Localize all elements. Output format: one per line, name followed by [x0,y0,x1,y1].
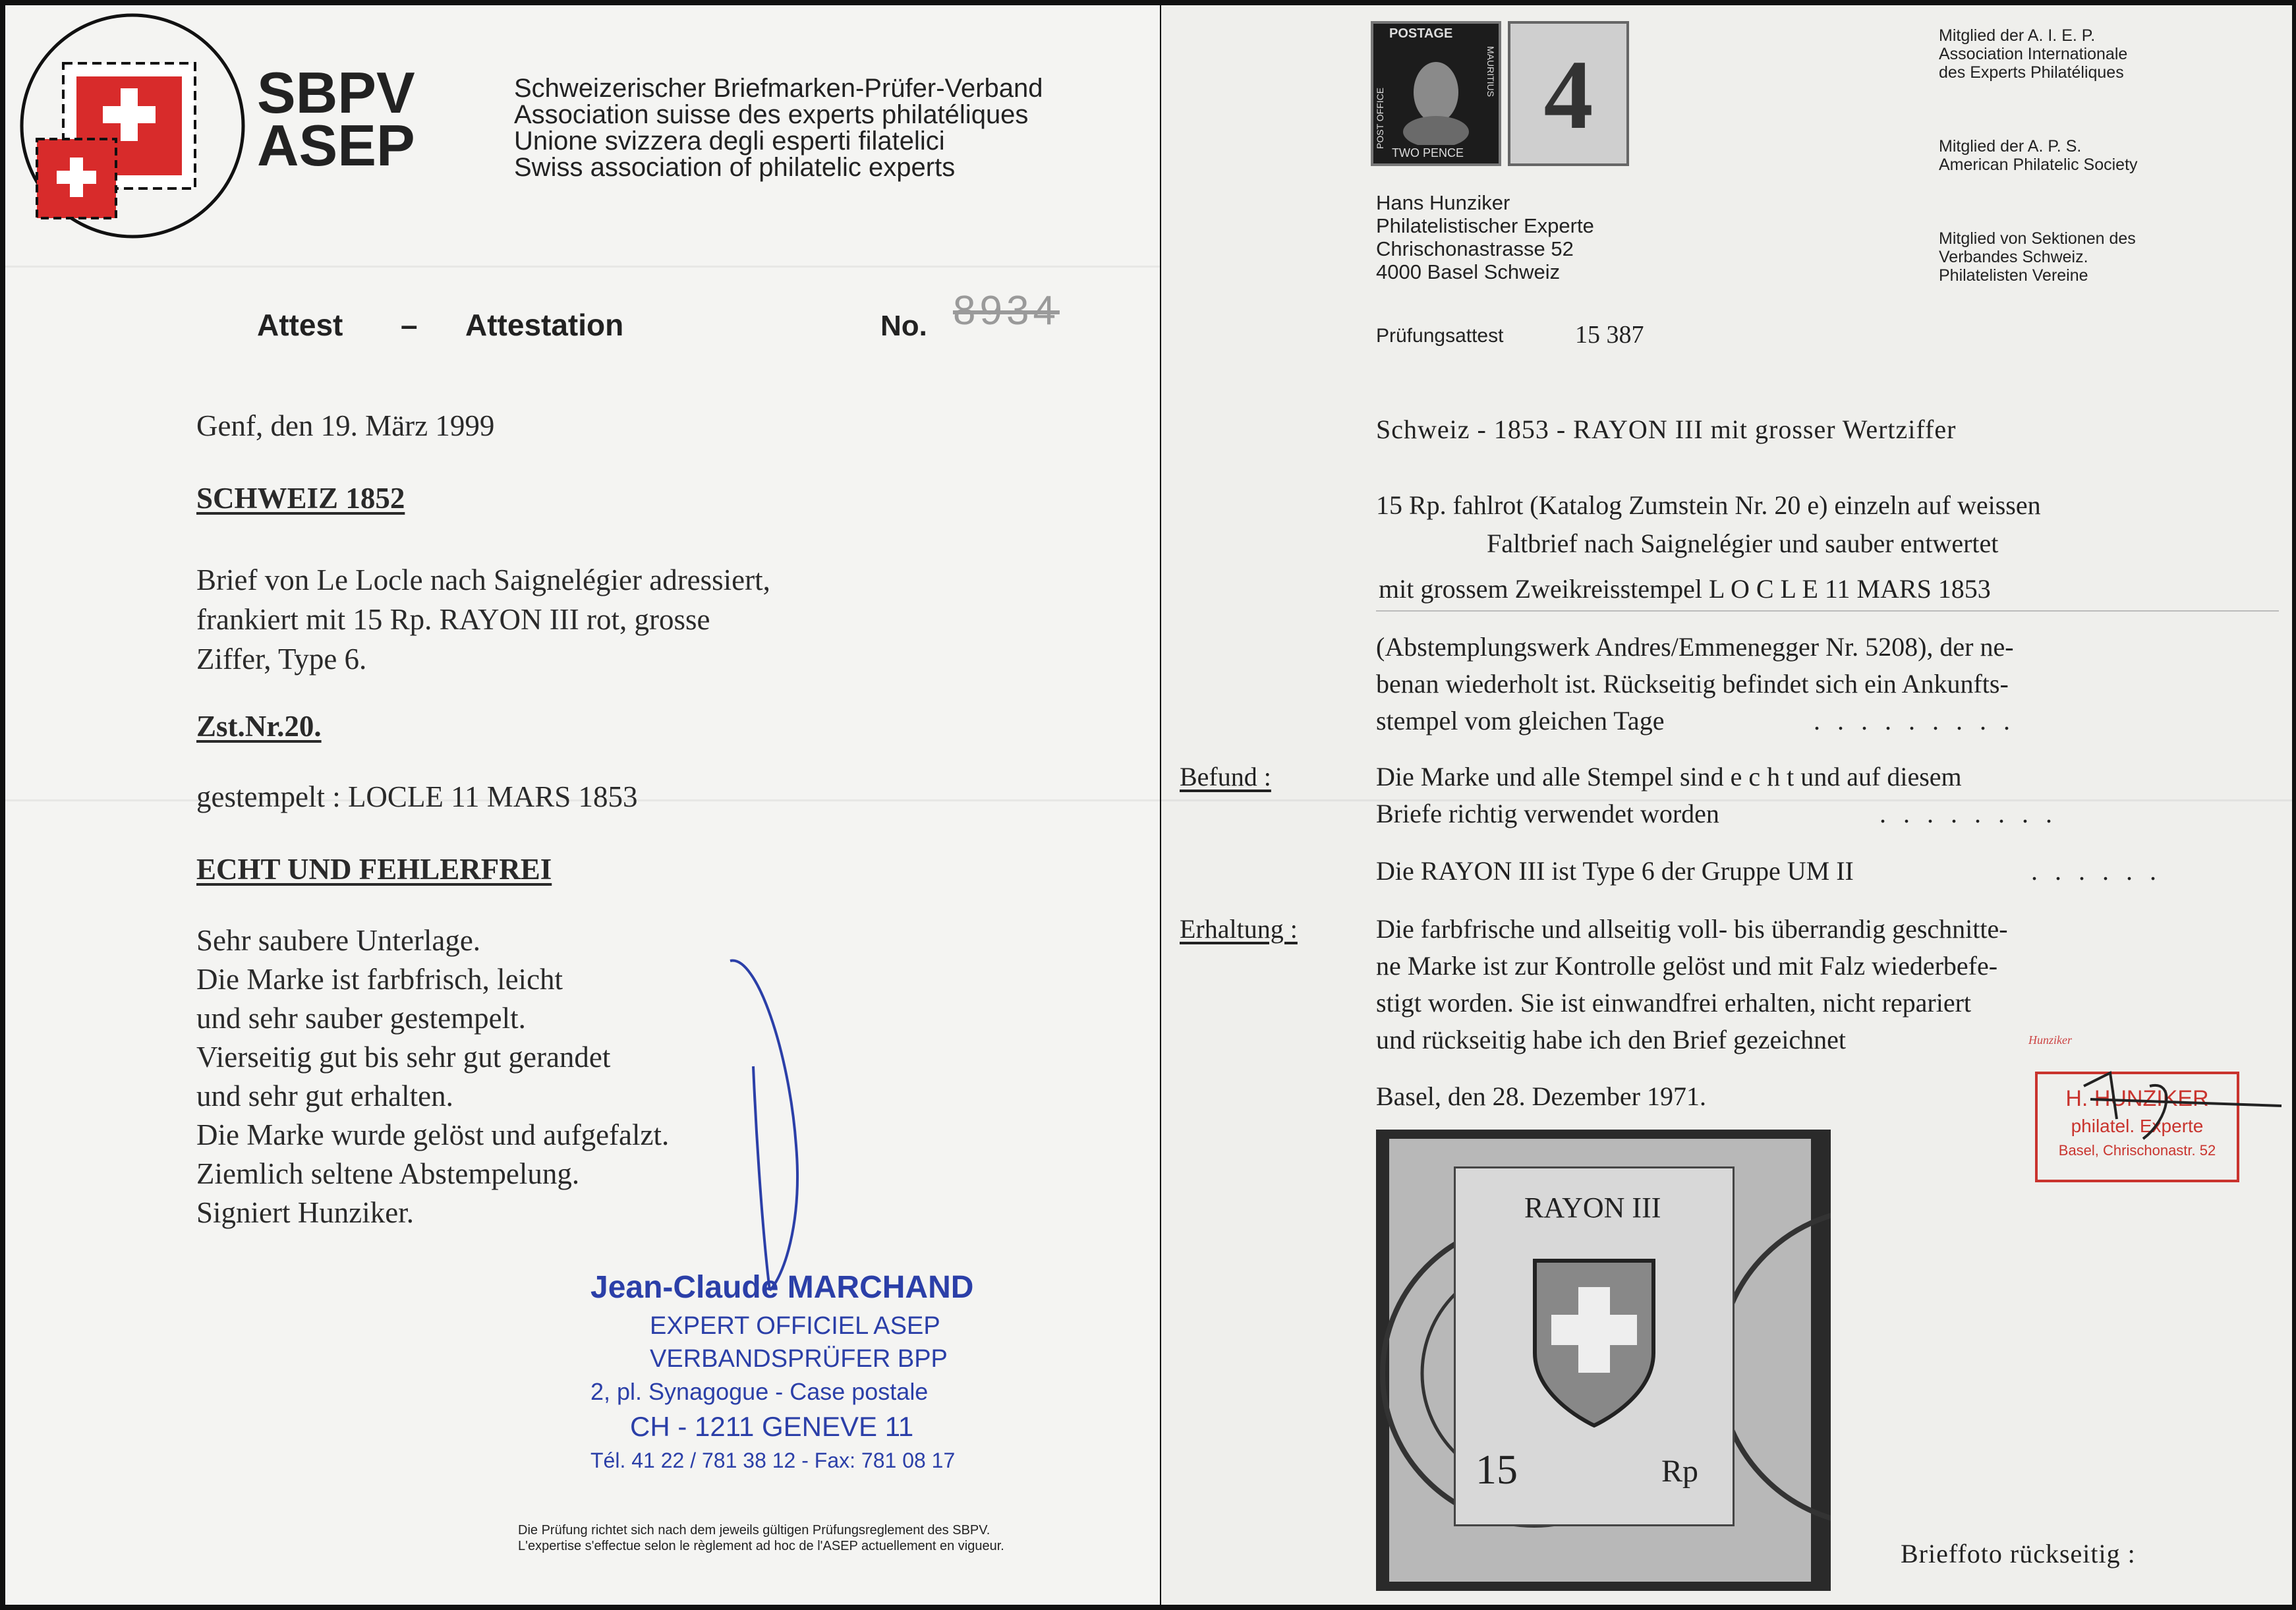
membership-line: American Philatelic Society [1939,156,2138,174]
divider [1376,610,2279,612]
membership-line: Mitglied der A. P. S. [1939,137,2082,156]
issue-date: Genf, den 19. März 1999 [196,409,495,442]
org-name-it: Unione svizzera degli esperti filatelici [514,127,945,156]
fold-line [1161,799,2292,801]
expert-stamp-title: EXPERT OFFICIEL ASEP [650,1312,940,1340]
membership-line: Philatelisten Vereine [1939,266,2088,285]
membership-line: Mitglied von Sektionen des [1939,229,2136,248]
swiss-shield-icon [1522,1248,1667,1432]
cover-photo [1376,1130,1831,1591]
description-line: mit grossem Zweikreisstempel L O C L E 11 MARS 1853 [1379,574,1991,604]
footer-line-fr: L'expertise s'effectue selon le règlement ad hoc de l'ASEP actuellement en vigueur. [518,1539,1004,1553]
dot-leader: ......... [1814,706,2027,735]
catalog-number: Zst.Nr.20. [196,710,322,743]
fold-line [5,266,1160,268]
footer-note [518,1522,1004,1554]
condition-notes [196,921,669,1232]
stamp-unit: Rp [1661,1454,1699,1489]
dot-leader: ...... [2031,856,2173,886]
note-line: und sehr sauber gestempelt. [196,1002,526,1035]
attest-number: 15 387 [1575,321,1644,349]
attest-label: Prüfungsattest [1376,325,1504,347]
back-photo-note: Brieffoto rückseitig : [1901,1539,2136,1568]
expert-stamp-city: CH - 1211 GENEVE 11 [630,1411,914,1442]
cancellation: gestempelt : LOCLE 11 MARS 1853 [196,780,638,813]
erhaltung-line: ne Marke ist zur Kontrolle gelöst und mit Falz wiederbefe- [1376,951,1998,981]
expert-stamp-bpp: VERBANDSPRÜFER BPP [650,1345,948,1373]
logo-abbrev-sbpv: SBPV [257,60,415,125]
certificate-title: Schweiz - 1853 - RAYON III mit grosser Wertziffer [1376,415,1957,444]
attest-number: 8934 [953,288,1060,333]
expert-signature [691,948,822,1304]
membership-aps [1939,137,2138,174]
befund-line: Briefe richtig verwendet worden [1376,799,1719,828]
numeral-stamp-image [1508,21,1629,166]
hunziker-certificate-document [1161,5,2292,1605]
erhaltung-line: Die farbfrische und allseitig voll- bis überrandig geschnitte- [1376,914,2008,944]
pen-signature-mark [2071,1060,2292,1165]
address-line: Hans Hunziker [1376,191,1510,214]
org-name-fr: Association suisse des experts philatéliques [514,100,1029,129]
stamp-top-text: POSTAGE [1389,26,1453,41]
title-separator: – [401,308,418,342]
erhaltung-line: und rückseitig habe ich den Brief gezeichnet [1376,1025,1847,1054]
description-line: Brief von Le Locle nach Saignelégier adressiert, [196,563,770,596]
attestation-title: Attestation [465,308,624,342]
heading-country: SCHWEIZ 1852 [196,482,405,515]
description [196,560,770,679]
stamp-right-text: MAURITIUS [1485,46,1496,97]
stamp-value: 15 [1476,1446,1518,1493]
membership-line: des Experts Philatéliques [1939,63,2124,82]
erhaltung-line: stigt worden. Sie ist einwandfrei erhalten, nicht repariert [1376,988,1972,1018]
erhaltung-label: Erhaltung : [1180,914,1298,944]
membership-line: Verbandes Schweiz. [1939,248,2088,266]
note-line: und sehr gut erhalten. [196,1079,453,1112]
note-line: Signiert Hunziker. [196,1196,414,1229]
footer-line-de: Die Prüfung richtet sich nach dem jeweils gültigen Prüfungsreglement des SBPV. [518,1523,990,1538]
rayon-label: RAYON III [1524,1192,1661,1224]
membership-aiep [1939,26,2127,82]
mauritius-stamp-image [1371,21,1501,166]
type-line: Die RAYON III ist Type 6 der Gruppe UM II [1376,856,1854,886]
dot-leader: ........ [1880,799,2069,828]
note-line: Die Marke wurde gelöst und aufgefalzt. [196,1118,670,1151]
address-line: Chrischonastrasse 52 [1376,237,1574,260]
note-line: Die Marke ist farbfrisch, leicht [196,963,563,996]
red-stamp-title: philatel. Experte [2071,1116,2204,1136]
queen-portrait-icon [1400,46,1472,145]
number-label: No. [880,310,927,342]
org-name-de: Schweizerischer Briefmarken-Prüfer-Verband [514,74,1043,103]
description-line: (Abstemplungswerk Andres/Emmenegger Nr. 5208), der ne- [1376,632,2014,662]
membership-line: Mitglied der A. I. E. P. [1939,26,2096,45]
org-name-en: Swiss association of philatelic experts [514,153,956,182]
expert-stamp-name: Jean-Claude MARCHAND [590,1270,974,1305]
org-names [514,75,1043,181]
membership-svphv [1939,229,2136,285]
certificate-date: Basel, den 28. Dezember 1971. [1376,1081,1706,1111]
stamp-bottom-text: TWO PENCE [1392,146,1464,159]
stamp-left-text: POST OFFICE [1375,87,1385,149]
small-signature: Hunziker [2028,1033,2072,1047]
description-line: 15 Rp. fahlrot (Katalog Zumstein Nr. 20 e) einzeln auf weissen [1376,490,2041,520]
note-line: Ziemlich seltene Abstempelung. [196,1157,580,1190]
expert-address [1376,191,1594,283]
rayon-stamp [1454,1166,1735,1526]
befund-line: Die Marke und alle Stempel sind e c h t und auf diesem [1376,762,1962,791]
expert-stamp-phone: Tél. 41 22 / 781 38 12 - Fax: 781 08 17 [590,1449,956,1472]
description-line: frankiert mit 15 Rp. RAYON III rot, grosse [196,603,710,636]
logo-abbrev-asep: ASEP [257,113,415,178]
sbpv-attest-document [5,5,1160,1605]
membership-line: Association Internationale [1939,45,2128,63]
note-line: Vierseitig gut bis sehr gut gerandet [196,1041,611,1074]
sbpv-logo-icon [17,11,248,241]
description-line: benan wiederholt ist. Rückseitig befindet sich ein Ankunfts- [1376,669,2009,699]
description-line: stempel vom gleichen Tage [1376,706,1665,735]
verdict: ECHT UND FEHLERFREI [196,853,552,886]
red-stamp-name: H. HUNZIKER [2065,1086,2209,1111]
address-line: 4000 Basel Schweiz [1376,260,1561,283]
stamp-numeral: 4 [1543,40,1593,150]
red-stamp-address: Basel, Chrischonastr. 52 [2058,1142,2216,1159]
expert-stamp-address: 2, pl. Synagogue - Case postale [590,1378,929,1405]
befund-label: Befund : [1180,762,1271,791]
description-line: Ziffer, Type 6. [196,643,367,676]
description-line: Faltbrief nach Saignelégier und sauber entwertet [1487,529,1999,558]
note-line: Sehr saubere Unterlage. [196,924,481,957]
attest-title: Attest [257,308,343,342]
address-line: Philatelistischer Experte [1376,214,1594,237]
